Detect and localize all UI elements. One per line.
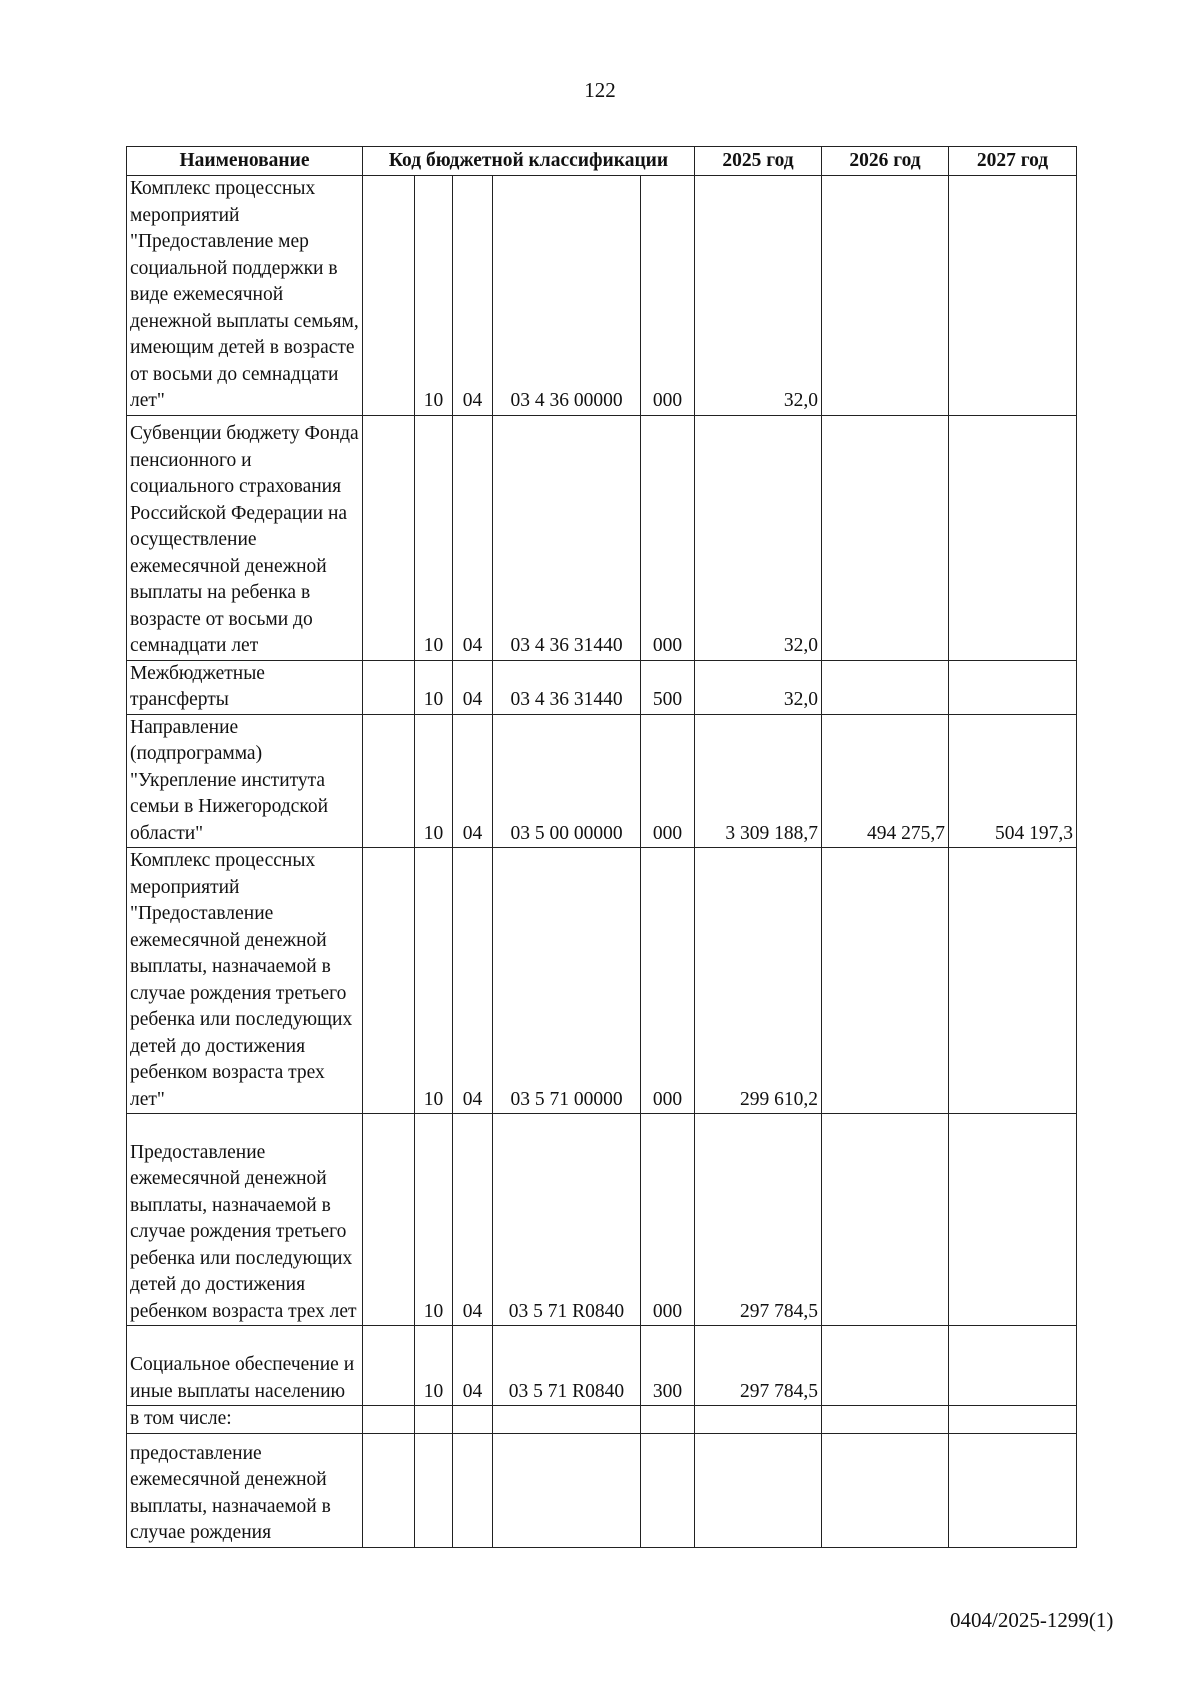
code-target: 03 4 36 31440 (493, 660, 641, 714)
header-code: Код бюджетной классификации (363, 147, 695, 176)
value-2025: 297 784,5 (695, 1114, 822, 1326)
header-2025: 2025 год (695, 147, 822, 176)
code-target: 03 5 71 R0840 (493, 1114, 641, 1326)
value-2027 (949, 1114, 1077, 1326)
code-cell (363, 415, 415, 660)
code-section: 10 (415, 1326, 453, 1406)
code-cell (363, 1114, 415, 1326)
value-2026 (822, 1406, 949, 1434)
value-2026: 494 275,7 (822, 714, 949, 848)
code-target (493, 1433, 641, 1547)
value-2027 (949, 415, 1077, 660)
code-target (493, 1406, 641, 1434)
code-section: 10 (415, 714, 453, 848)
page-number: 122 (584, 78, 616, 102)
code-section: 10 (415, 660, 453, 714)
value-2027 (949, 660, 1077, 714)
code-target: 03 5 71 00000 (493, 848, 641, 1114)
value-2027 (949, 1406, 1077, 1434)
code-subsection (453, 1406, 493, 1434)
header-2026: 2026 год (822, 147, 949, 176)
table-header-row (127, 147, 1077, 176)
value-2027: 504 197,3 (949, 714, 1077, 848)
value-2026 (822, 176, 949, 416)
value-2027 (949, 848, 1077, 1114)
document-code: 0404/2025-1299(1) (950, 1608, 1114, 1632)
code-target: 03 5 00 00000 (493, 714, 641, 848)
code-expense-type: 000 (641, 714, 695, 848)
code-expense-type (641, 1433, 695, 1547)
code-section (415, 1406, 453, 1434)
code-subsection: 04 (453, 1114, 493, 1326)
value-2026 (822, 1114, 949, 1326)
table-row (127, 1114, 1077, 1326)
value-2025: 3 309 188,7 (695, 714, 822, 848)
code-section (415, 1433, 453, 1547)
value-2027 (949, 1326, 1077, 1406)
value-2026 (822, 1326, 949, 1406)
table-row (127, 1326, 1077, 1406)
code-section: 10 (415, 848, 453, 1114)
value-2027 (949, 1433, 1077, 1547)
code-subsection: 04 (453, 714, 493, 848)
code-expense-type: 000 (641, 1114, 695, 1326)
table-row (127, 848, 1077, 1114)
row-name: Межбюджетные трансферты (127, 660, 363, 714)
row-name: Предоставление ежемесячной денежной выплаты, назначаемой в случае рождения третьего ребенка или последующих детей до достижения ребенком возраста трех лет (127, 1114, 363, 1326)
code-subsection: 04 (453, 848, 493, 1114)
value-2025: 32,0 (695, 415, 822, 660)
table-row (127, 660, 1077, 714)
code-subsection: 04 (453, 415, 493, 660)
value-2026 (822, 415, 949, 660)
row-name: Комплекс процессных мероприятий "Предоставление мер социальной поддержки в виде ежемесячной денежной выплаты семьям, имеющим детей в возрасте от восьми до семнадцати лет" (127, 176, 363, 416)
table-row (127, 714, 1077, 848)
code-cell (363, 1406, 415, 1434)
code-section: 10 (415, 176, 453, 416)
code-section: 10 (415, 415, 453, 660)
code-subsection (453, 1433, 493, 1547)
table-row (127, 1433, 1077, 1547)
table-row (127, 415, 1077, 660)
value-2025: 297 784,5 (695, 1326, 822, 1406)
code-cell (363, 176, 415, 416)
code-expense-type: 500 (641, 660, 695, 714)
code-expense-type (641, 1406, 695, 1434)
value-2025: 32,0 (695, 176, 822, 416)
code-expense-type: 300 (641, 1326, 695, 1406)
code-cell (363, 660, 415, 714)
value-2027 (949, 176, 1077, 416)
code-subsection: 04 (453, 660, 493, 714)
budget-table (126, 146, 1077, 1548)
value-2025: 32,0 (695, 660, 822, 714)
row-name: Направление (подпрограмма) "Укрепление института семьи в Нижегородской области" (127, 714, 363, 848)
code-expense-type: 000 (641, 848, 695, 1114)
table-row (127, 176, 1077, 416)
table-row (127, 1406, 1077, 1434)
row-name: предоставление ежемесячной денежной выплаты, назначаемой в случае рождения (127, 1433, 363, 1547)
header-2027: 2027 год (949, 147, 1077, 176)
value-2026 (822, 660, 949, 714)
row-name: Субвенции бюджету Фонда пенсионного и социального страхования Российской Федерации на осуществление ежемесячной денежной выплаты на ребенка в возрасте от восьми до семнадцати лет (127, 415, 363, 660)
code-cell (363, 714, 415, 848)
value-2026 (822, 1433, 949, 1547)
value-2026 (822, 848, 949, 1114)
row-name: Социальное обеспечение и иные выплаты населению (127, 1326, 363, 1406)
row-name: Комплекс процессных мероприятий "Предоставление ежемесячной денежной выплаты, назначаемой в случае рождения третьего ребенка или последующих детей до достижения ребенком возраста трех лет" (127, 848, 363, 1114)
row-name: в том числе: (127, 1406, 363, 1434)
code-target: 03 4 36 00000 (493, 176, 641, 416)
code-cell (363, 1433, 415, 1547)
value-2025: 299 610,2 (695, 848, 822, 1114)
code-cell (363, 1326, 415, 1406)
code-expense-type: 000 (641, 176, 695, 416)
value-2025 (695, 1433, 822, 1547)
code-subsection: 04 (453, 1326, 493, 1406)
code-cell (363, 848, 415, 1114)
code-expense-type: 000 (641, 415, 695, 660)
code-subsection: 04 (453, 176, 493, 416)
code-section: 10 (415, 1114, 453, 1326)
value-2025 (695, 1406, 822, 1434)
header-name: Наименование (127, 147, 363, 176)
code-target: 03 4 36 31440 (493, 415, 641, 660)
code-target: 03 5 71 R0840 (493, 1326, 641, 1406)
